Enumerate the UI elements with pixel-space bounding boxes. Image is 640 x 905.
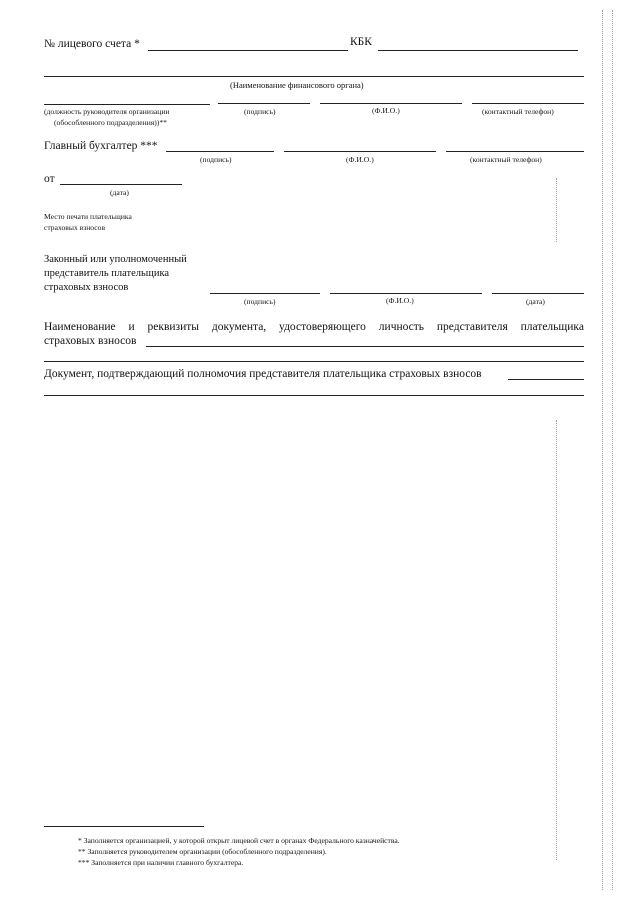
authority-document-field[interactable] <box>508 379 584 380</box>
identity-word: Наименование <box>44 321 116 333</box>
representative-name-field[interactable] <box>330 293 482 294</box>
identity-document-field[interactable] <box>146 346 584 347</box>
head-name-caption: (Ф.И.О.) <box>372 106 400 115</box>
footnote-3: *** Заполняется при наличии главного бухгалтера. <box>78 858 244 867</box>
identity-word: плательщика <box>520 321 584 333</box>
identity-document-label-line-2: страховых взносов <box>44 335 137 347</box>
footnote-separator <box>44 826 204 827</box>
authority-document-field-2[interactable] <box>44 395 584 396</box>
head-position-caption-1: (должность руководителя организации <box>44 107 170 116</box>
identity-word: личность <box>378 321 425 333</box>
scan-artifact <box>612 10 613 890</box>
identity-word: представителя <box>436 321 508 333</box>
chief-name-field[interactable] <box>284 151 436 152</box>
representative-date-caption: (дата) <box>526 297 545 306</box>
head-position-caption-2: (обособленного подразделения))** <box>54 118 167 127</box>
identity-word: документа, <box>211 321 267 333</box>
kbk-field[interactable] <box>378 50 578 51</box>
chief-signature-field[interactable] <box>166 151 274 152</box>
head-signature-field[interactable] <box>218 103 310 104</box>
identity-word: и <box>128 321 135 333</box>
chief-phone-field[interactable] <box>446 151 584 152</box>
representative-line-3: страховых взносов <box>44 282 129 293</box>
head-name-field[interactable] <box>320 103 462 104</box>
chief-accountant-label: Главный бухгалтер *** <box>44 140 158 152</box>
head-signature-caption: (подпись) <box>244 107 276 116</box>
account-number-field[interactable] <box>148 50 348 51</box>
stamp-place-line-2: страховых взносов <box>44 223 106 232</box>
date-field[interactable] <box>60 184 182 185</box>
chief-signature-caption: (подпись) <box>200 155 232 164</box>
scan-artifact <box>556 420 557 860</box>
representative-date-field[interactable] <box>492 293 584 294</box>
footnote-2: ** Заполняется руководителем организации (обособленного подразделения). <box>78 847 327 856</box>
kbk-label: КБК <box>350 36 372 48</box>
chief-phone-caption: (контактный телефон) <box>470 155 542 164</box>
identity-document-label <box>44 321 584 333</box>
identity-word: реквизиты <box>147 321 200 333</box>
identity-word: удостоверяющего <box>279 321 366 333</box>
head-phone-field[interactable] <box>472 103 584 104</box>
representative-line-2: представитель плательщика <box>44 268 170 279</box>
footnote-1: * Заполняется организацией, у которой открыт лицевой счет в органах Федерального казначейства. <box>78 836 400 845</box>
identity-document-field-2[interactable] <box>44 361 584 362</box>
date-caption: (дата) <box>110 188 129 197</box>
account-number-label: № лицевого счета * <box>44 38 140 50</box>
representative-signature-field[interactable] <box>210 293 320 294</box>
scan-artifact <box>556 178 557 242</box>
head-position-field[interactable] <box>44 104 210 105</box>
representative-line-1: Законный или уполномоченный <box>44 254 187 265</box>
financial-organ-field[interactable] <box>44 76 584 77</box>
representative-signature-caption: (подпись) <box>244 297 276 306</box>
representative-name-caption: (Ф.И.О.) <box>386 296 414 305</box>
financial-organ-caption: (Наименование финансового органа) <box>230 80 364 90</box>
chief-name-caption: (Ф.И.О.) <box>346 155 374 164</box>
authority-document-label: Документ, подтверждающий полномочия представителя плательщика страховых взносов <box>44 368 482 380</box>
stamp-place-line-1: Место печати плательщика <box>44 212 132 221</box>
scan-artifact <box>602 10 603 890</box>
head-phone-caption: (контактный телефон) <box>482 107 554 116</box>
date-from-label: от <box>44 173 55 185</box>
